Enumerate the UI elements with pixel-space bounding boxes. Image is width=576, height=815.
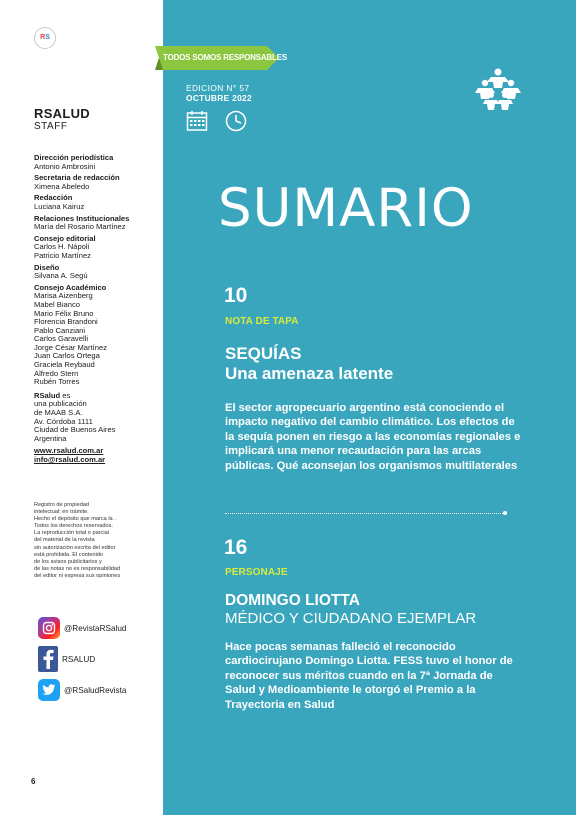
staff-name: Florencia Brandoni	[34, 317, 98, 327]
staff-group	[34, 215, 159, 232]
staff-name: Rubén Torres	[34, 377, 80, 387]
article-headline-main: SEQUÍAS	[225, 344, 302, 363]
legal-line: Registro de propiedad	[34, 502, 90, 508]
website-link[interactable]: www.rsalud.com.ar	[34, 446, 104, 456]
staff-group	[34, 235, 159, 261]
article-section: PERSONAJE	[225, 567, 288, 578]
publisher-line: Ciudad de Buenos Aires	[34, 425, 116, 435]
staff-name: Antonio Ambrosini	[34, 161, 96, 171]
staff-name: Mabel Bianco	[34, 299, 81, 309]
staff-name: Graciela Reybaud	[34, 360, 95, 370]
staff-name: Alfredo Stern	[34, 368, 79, 378]
brand-name: RSALUD	[34, 106, 90, 121]
staff-group	[34, 154, 159, 171]
staff-name: Luciana Kairuz	[34, 201, 85, 211]
page-number: 6	[31, 777, 36, 786]
staff-name: María del Rosario Martínez	[34, 222, 126, 232]
article-headline	[225, 344, 393, 384]
twitter-icon	[38, 679, 60, 701]
staff-name: Pablo Canziani	[34, 325, 86, 335]
publisher-line: es	[62, 390, 71, 400]
edition-number: EDICION N° 57	[186, 83, 250, 93]
article-page-number: 16	[224, 536, 248, 559]
legal-notice	[34, 502, 159, 580]
staff-name: Jorge César Martínez	[34, 342, 108, 352]
legal-line: de los avisos publicitarios y	[34, 558, 102, 565]
staff-name: Mario Félix Bruno	[34, 308, 94, 318]
instagram-icon	[38, 617, 60, 639]
staff-role: Secretaria de redacción	[34, 173, 120, 183]
article-headline-sub: MÉDICO Y CIUDADANO EJEMPLAR	[225, 610, 477, 627]
publisher-line: Argentina	[34, 433, 67, 443]
legal-line: Hecho el depósito que marca la .	[34, 516, 116, 523]
publisher-brand: RSalud	[34, 390, 61, 400]
instagram-handle: @RevistaRSalud	[64, 623, 127, 633]
twitter-handle: @RSaludRevista	[64, 685, 127, 695]
article-headline	[225, 592, 476, 627]
publisher-line: una publicación	[34, 399, 87, 409]
social-twitter[interactable]	[38, 678, 126, 702]
article-section: NOTA DE TAPA	[225, 316, 299, 327]
staff-name: Patricio Martínez	[34, 250, 91, 260]
staff-role: Redacción	[34, 193, 73, 203]
divider	[225, 513, 507, 514]
staff-role: Relaciones Institucionales	[34, 213, 130, 223]
legal-line: La reproducción total o parcial	[34, 530, 109, 537]
legal-line: intelectual: en trámite.	[34, 509, 89, 516]
staff-list	[34, 154, 159, 465]
staff-group	[34, 194, 159, 211]
edition-date: OCTUBRE 2022	[186, 93, 252, 103]
staff-name: Ximena Abeledo	[34, 181, 90, 191]
staff-role: Consejo editorial	[34, 233, 96, 243]
people-group-logo	[473, 68, 523, 114]
staff-name: Marisa Aizenberg	[34, 291, 93, 301]
article-summary: Hace pocas semanas falleció el reconocido cardiocirujano Domingo Liotta. FESS tuvo el honor de reconocer sus méritos cuando en la 7ª Jornada de Salud y Medioambiente le otorgó el Premio a la Trayectoria en Salud	[225, 641, 513, 711]
article-headline-sub: Una amenaza latente	[225, 364, 394, 383]
staff-name: Carlos Garavelli	[34, 334, 89, 344]
contact-links	[34, 447, 159, 464]
facebook-handle: RSALUD	[62, 654, 96, 664]
article-page-number: 10	[224, 284, 248, 307]
article-headline-main: DOMINGO LIOTTA	[225, 592, 360, 609]
social-facebook[interactable]	[38, 647, 95, 671]
staff-group	[34, 284, 159, 387]
staff-role: Dirección periodística	[34, 153, 114, 162]
email-link[interactable]: info@rsalud.com.ar	[34, 455, 106, 464]
clock-icon	[225, 110, 247, 132]
staff-group	[34, 174, 159, 191]
legal-line: sin autorización escrita del editor	[34, 544, 116, 551]
legal-line: Todos los derechos reservados.	[34, 523, 113, 530]
brand-sub: STAFF	[34, 121, 68, 132]
calendar-icon	[186, 110, 208, 132]
social-instagram[interactable]	[38, 616, 126, 640]
staff-name: Carlos H. Nápoli	[34, 242, 90, 252]
divider-dot	[503, 511, 507, 515]
staff-role: Diseño	[34, 262, 60, 272]
rs-logo: RS	[34, 27, 56, 49]
publisher-info	[34, 392, 159, 444]
staff-role: Consejo Académico	[34, 282, 107, 292]
publisher-line: de MAAB S.A.	[34, 408, 83, 418]
campaign-tag	[155, 46, 287, 70]
article-summary: El sector agropecuario argentino está conociendo el impacto negativo del cambio climático. Los efectos de la sequía ponen en riesgo a las economías regionales e implicará una menor recaudación para las arcas públicas. Qué aconsejan los organismos multilaterales	[225, 402, 521, 472]
page-title: SUMARIO	[218, 178, 474, 239]
legal-line: está prohibida. El contenido	[34, 551, 104, 558]
legal-line: de las notas no es responsabilidad	[34, 565, 121, 572]
publisher-line: Av. Córdoba 1111	[34, 416, 93, 426]
campaign-tag-label: TODOS SOMOS RESPONSABLES	[163, 53, 287, 62]
legal-line: del material de la revista	[34, 537, 95, 544]
staff-group	[34, 264, 159, 281]
legal-line: del editor ni expresa sus opiniones	[34, 572, 121, 579]
facebook-icon	[38, 646, 58, 672]
staff-name: Juan Carlos Ortega	[34, 351, 100, 361]
staff-name: Silvana A. Segú	[34, 271, 88, 281]
